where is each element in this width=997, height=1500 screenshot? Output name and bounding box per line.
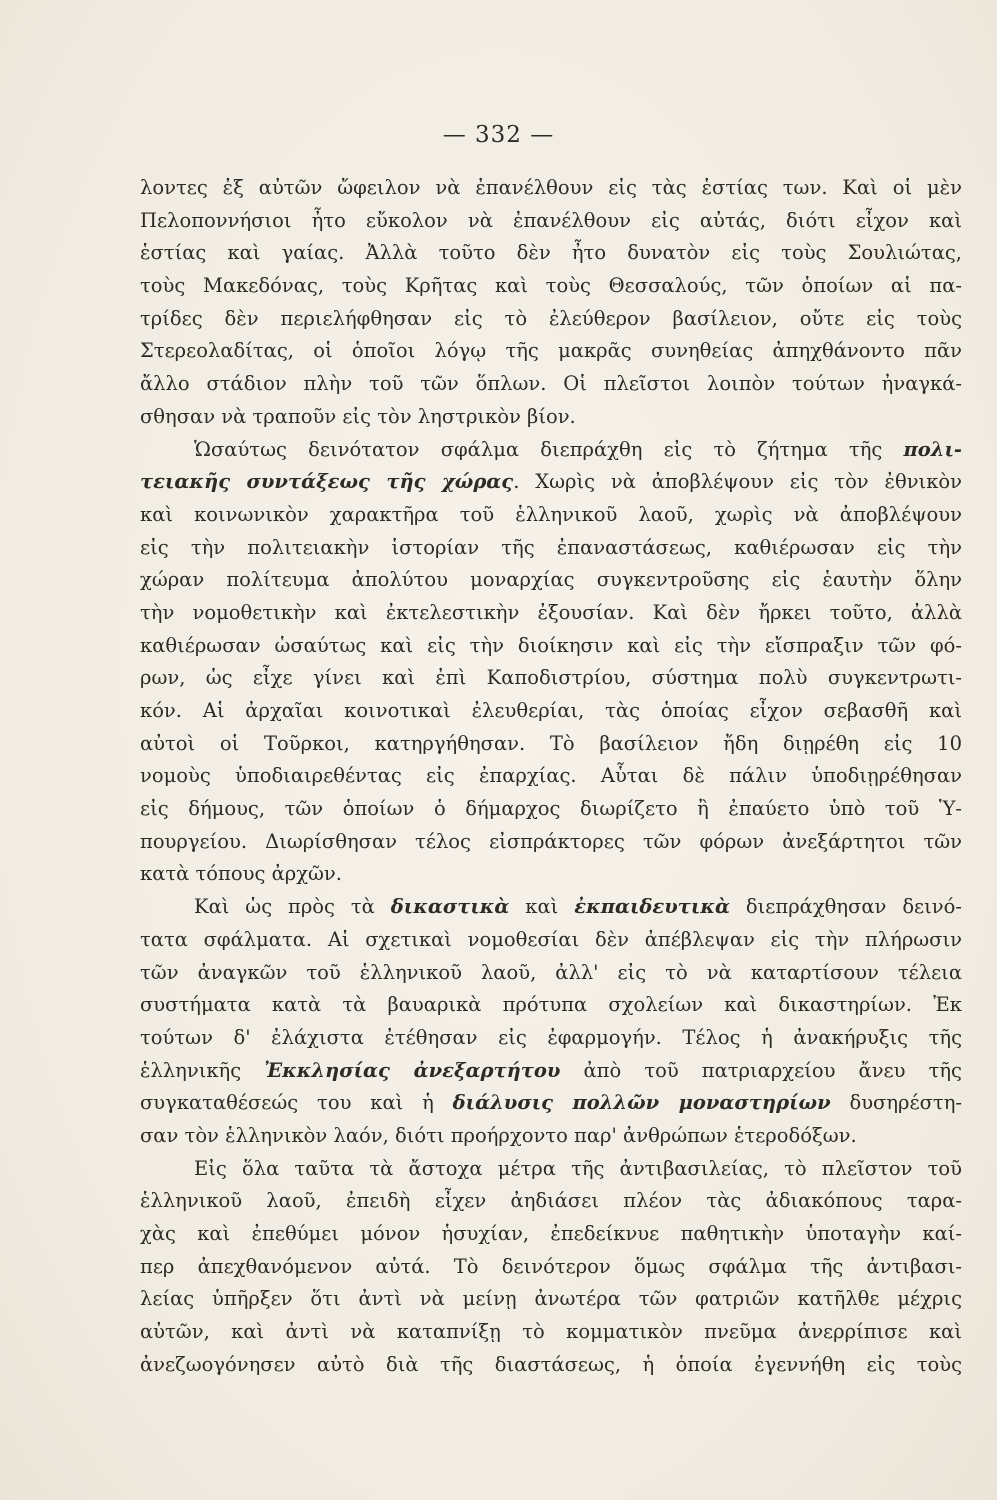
text-span: καὶ: [509, 895, 575, 919]
text-line: πουργείου. Διωρίσθησαν τέλος εἰσπράκτορες τῶν φόρων ἀνεξάρτητοι τῶν: [140, 829, 962, 853]
text-line: νομοὺς ὑποδιαιρεθέντας εἰς ἐπαρχίας. Αὗται δὲ πάλιν ὑποδιῃρέθησαν: [140, 764, 962, 788]
text-line: χώραν πολίτευμα ἀπολύτου μοναρχίας συγκεντροῦσης εἰς ἑαυτὴν ὅλην: [140, 568, 962, 592]
text-line: τούτων δ' ἐλάχιστα ἐτέθησαν εἰς ἐφαρμογήν. Τέλος ἡ ἀνακήρυξις τῆς: [140, 1025, 962, 1049]
text-span: Ὡσαύτως δεινότατον σφάλμα διεπράχθη εἰς τὸ ζήτημα τῆς: [194, 437, 904, 461]
text-line: τοὺς Μακεδόνας, τοὺς Κρῆτας καὶ τοὺς Θεσσαλούς, τῶν ὁποίων αἱ πα-: [140, 274, 962, 298]
text-line: σαν τὸν ἑλληνικὸν λαόν, διότι προήρχοντο παρ' ἀνθρώπων ἑτεροδόξων.: [140, 1123, 857, 1147]
text-line: ἀνεζωογόνησεν αὐτὸ διὰ τῆς διαστάσεως, ἡ ὁποία ἐγεννήθη εἰς τοὺς: [140, 1352, 962, 1376]
text-line: [140, 891, 962, 924]
emphasized-text: πολι-: [903, 437, 962, 461]
text-line: λοντες ἐξ αὐτῶν ὤφειλον νὰ ἐπανέλθουν εἰς τὰς ἑστίας των. Καὶ οἱ μὲν: [140, 176, 962, 199]
text-line: κόν. Αἱ ἀρχαῖαι κοινοτικαὶ ἐλευθερίαι, τὰς ὁποίας εἶχον σεβασθῆ καὶ: [140, 699, 962, 722]
emphasized-text: τειακῆς συντάξεως τῆς χώρας: [140, 470, 514, 494]
text-line: σθησαν νὰ τραποῦν εἰς τὸν ληστρικὸν βίον.: [140, 404, 576, 428]
text-line: περ ἀπεχθανόμενον αὐτά. Τὸ δεινότερον ὅμως σφάλμα τῆς ἀντιβασι-: [140, 1254, 962, 1278]
text-line: τρίδες δὲν περιελήφθησαν εἰς τὸ ἐλεύθερον βασίλειον, οὔτε εἰς τοὺς: [140, 306, 962, 330]
text-line: ἑλληνικοῦ λαοῦ, ἐπειδὴ εἶχεν ἀηδιάσει πλέον τὰς ἀδιακόπους ταρα-: [140, 1189, 962, 1213]
text-line: ἄλλο στάδιον πλὴν τοῦ τῶν ὅπλων. Οἱ πλεῖστοι λοιπὸν τούτων ἠναγκά-: [140, 372, 962, 396]
text-span: ἀπὸ τοῦ πατριαρχείου ἄνευ τῆς: [560, 1058, 962, 1082]
text-line: χὰς καὶ ἐπεθύμει μόνον ἡσυχίαν, ἐπεδείκνυε παθητικὴν ὑποταγὴν καί-: [140, 1222, 962, 1245]
body-text: [140, 172, 962, 1381]
emphasized-text: διάλυσις πολλῶν μοναστηρίων: [452, 1091, 831, 1115]
text-line: καὶ κοινωνικὸν χαρακτῆρα τοῦ ἑλληνικοῦ λαοῦ, χωρὶς νὰ ἀποβλέψουν: [140, 502, 962, 526]
text-line: ἑστίας καὶ γαίας. Ἀλλὰ τοῦτο δὲν ἦτο δυνατὸν εἰς τοὺς Σουλιώτας,: [140, 241, 962, 265]
text-line: Στερεολαδίτας, οἱ ὁποῖοι λόγῳ τῆς μακρᾶς συνηθείας ἀπηχθάνοντο πᾶν: [140, 339, 962, 363]
text-span: . Χωρὶς νὰ ἀποβλέψουν εἰς τὸν ἐθνικὸν: [513, 470, 962, 494]
text-line: [140, 466, 962, 499]
text-line: τὴν νομοθετικὴν καὶ ἐκτελεστικὴν ἐξουσίαν. Καὶ δὲν ἤρκει τοῦτο, ἀλλὰ: [140, 600, 962, 624]
text-span: Καὶ ὡς πρὸς τὰ: [194, 895, 391, 919]
emphasized-text: Ἐκκλησίας ἀνεξαρτήτου: [264, 1058, 561, 1082]
emphasized-text: ἐκπαιδευτικὰ: [574, 895, 730, 919]
text-span: δυσηρέστη-: [830, 1091, 962, 1115]
text-span: συγκαταθέσεώς του καὶ ἡ: [140, 1091, 453, 1115]
text-line: αὐτοὶ οἱ Τοῦρκοι, κατηργήθησαν. Τὸ βασίλειον ἤδη διῃρέθη εἰς 10: [140, 731, 962, 755]
text-line: αὐτῶν, καὶ ἀντὶ νὰ καταπνίξῃ τὸ κομματικὸν πνεῦμα ἀνερρίπισε καὶ: [140, 1320, 962, 1344]
text-line: τῶν ἀναγκῶν τοῦ ἑλληνικοῦ λαοῦ, ἀλλ' εἰς τὸ νὰ καταρτίσουν τέλεια: [140, 960, 962, 984]
text-line: [140, 434, 962, 467]
text-line: Πελοποννήσιοι ἦτο εὔκολον νὰ ἐπανέλθουν εἰς αὐτάς, διότι εἶχον καὶ: [140, 208, 962, 232]
text-span: διεπράχθησαν δεινό-: [729, 895, 962, 919]
text-line: ρων, ὡς εἶχε γίνει καὶ ἐπὶ Καποδιστρίου, σύστημα πολὺ συγκεντρωτι-: [140, 666, 962, 690]
text-line: εἰς δήμους, τῶν ὁποίων ὁ δήμαρχος διωρίζετο ἢ ἐπαύετο ὑπὸ τοῦ Ὑ-: [140, 797, 962, 821]
text-line: κατὰ τόπους ἀρχῶν.: [140, 862, 342, 886]
text-line: συστήματα κατὰ τὰ βαυαρικὰ πρότυπα σχολείων καὶ δικαστηρίων. Ἐκ: [140, 993, 962, 1017]
text-line: τατα σφάλματα. Αἱ σχετικαὶ νομοθεσίαι δὲν ἀπέβλεψαν εἰς τὴν πλήρωσιν: [140, 927, 962, 951]
text-line: Εἰς ὅλα ταῦτα τὰ ἄστοχα μέτρα τῆς ἀντιβασιλείας, τὸ πλεῖστον τοῦ: [194, 1156, 962, 1180]
text-span: ἑλληνικῆς: [140, 1058, 265, 1082]
text-line: [140, 1087, 962, 1120]
text-line: [140, 1055, 962, 1088]
text-line: εἰς τὴν πολιτειακὴν ἱστορίαν τῆς ἐπαναστάσεως, καθιέρωσαν εἰς τὴν: [140, 535, 962, 559]
text-line: λείας ὑπῆρξεν ὅτι ἀντὶ νὰ μείνῃ ἀνωτέρα τῶν φατριῶν κατῆλθε μέχρις: [140, 1287, 962, 1311]
text-line: καθιέρωσαν ὡσαύτως καὶ εἰς τὴν διοίκησιν καὶ εἰς τὴν εἴσπραξιν τῶν φό-: [140, 633, 962, 657]
page-number: — 332 —: [442, 122, 555, 148]
emphasized-text: δικαστικὰ: [390, 895, 510, 919]
